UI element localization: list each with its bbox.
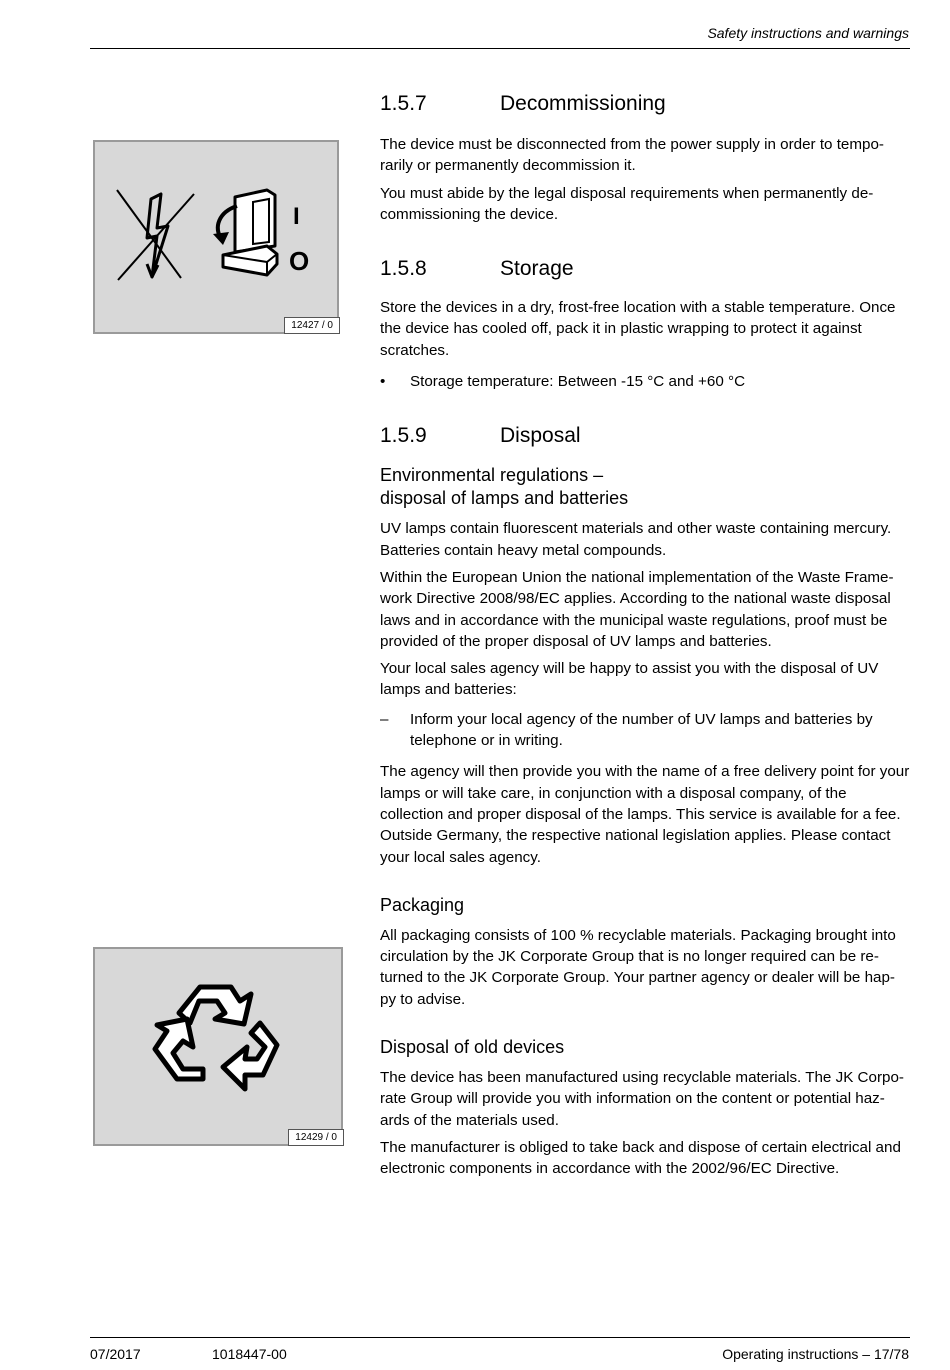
footer-date: 07/2017 — [90, 1346, 141, 1362]
paragraph: The manufacturer is obliged to take back and dispose of certain electrical and electronic components in accordance with the 2002/96/EC Directive. — [380, 1138, 901, 1178]
paragraph: All packaging consists of 100 % recyclable materials. Packaging brought into circulation by the JK Corporate Group that is no longer required can be re-turned to the JK Corporate Group. Your partner agency or dealer will be hap-py to advise. — [380, 926, 896, 1008]
section-heading-disposal: 1.5.9 Disposal — [380, 424, 581, 448]
subheading-environmental: Environmental regulations – disposal of lamps and batteries — [380, 465, 629, 509]
disposal-list — [380, 709, 910, 752]
paragraph: You must abide by the legal disposal requirements when permanently de-commissioning the device. — [380, 184, 874, 223]
power-disconnect-switch-icon — [95, 142, 337, 332]
header-rule — [90, 48, 910, 49]
footer-doc-number: 1018447-00 — [212, 1346, 287, 1362]
paragraph: The device has been manufactured using recyclable materials. The JK Corpo-rate Group will provide you with information on the content or potential haz-ards of the materials used. — [380, 1069, 904, 1129]
content-column — [380, 90, 910, 1186]
paragraph: The device must be disconnected from the power supply in order to tempo-rarily or permanently decommission it. — [380, 136, 884, 175]
section-heading-storage: 1.5.8 Storage — [380, 257, 574, 281]
svg-text:I: I — [293, 203, 300, 230]
footer-rule — [90, 1337, 910, 1338]
footer-page-info: Operating instructions – 17/78 — [722, 1346, 909, 1362]
list-item: • Storage temperature: Between -15 °C and +60 °C — [380, 373, 746, 391]
running-header: Safety instructions and warnings — [707, 25, 909, 41]
subheading-packaging: Packaging — [380, 894, 465, 915]
paragraph: Your local sales agency will be happy to assist you with the disposal of UV lamps and batteries: — [380, 660, 879, 699]
paragraph: Within the European Union the national implementation of the Waste Frame-work Directive 2008/98/EC applies. According to the national waste disposal laws and in accordance with the municipal waste regulations, proof must be provided of the proper disposal of UV lamps and batteries. — [380, 568, 894, 650]
figure-code: 12427 / 0 — [284, 317, 340, 334]
paragraph: UV lamps contain fluorescent materials and other waste containing mercury. Batteries contain heavy metal compounds. — [380, 520, 892, 559]
storage-list — [380, 371, 910, 392]
decommission-figure — [93, 140, 339, 334]
list-item: – Inform your local agency of the number of UV lamps and batteries by telephone or in writing. — [380, 710, 873, 750]
recycling-icon — [95, 949, 341, 1144]
paragraph: Store the devices in a dry, frost-free location with a stable temperature. Once the device has cooled off, pack it in plastic wrapping to protect it against scratches. — [380, 299, 896, 359]
paragraph: The agency will then provide you with the name of a free delivery point for your lamps or will take care, in conjunction with a disposal company, of the collection and proper disposal of the lamps. This service is available for a fee. Outside Germany, the respective national legislation applies. Please contact your local sales agency. — [380, 763, 910, 866]
section-heading-decommissioning: 1.5.7 Decommissioning — [380, 92, 666, 115]
svg-text:O: O — [289, 246, 310, 276]
recycling-figure — [93, 947, 343, 1146]
subheading-old-devices: Disposal of old devices — [380, 1037, 565, 1058]
figure-code: 12429 / 0 — [288, 1129, 344, 1146]
